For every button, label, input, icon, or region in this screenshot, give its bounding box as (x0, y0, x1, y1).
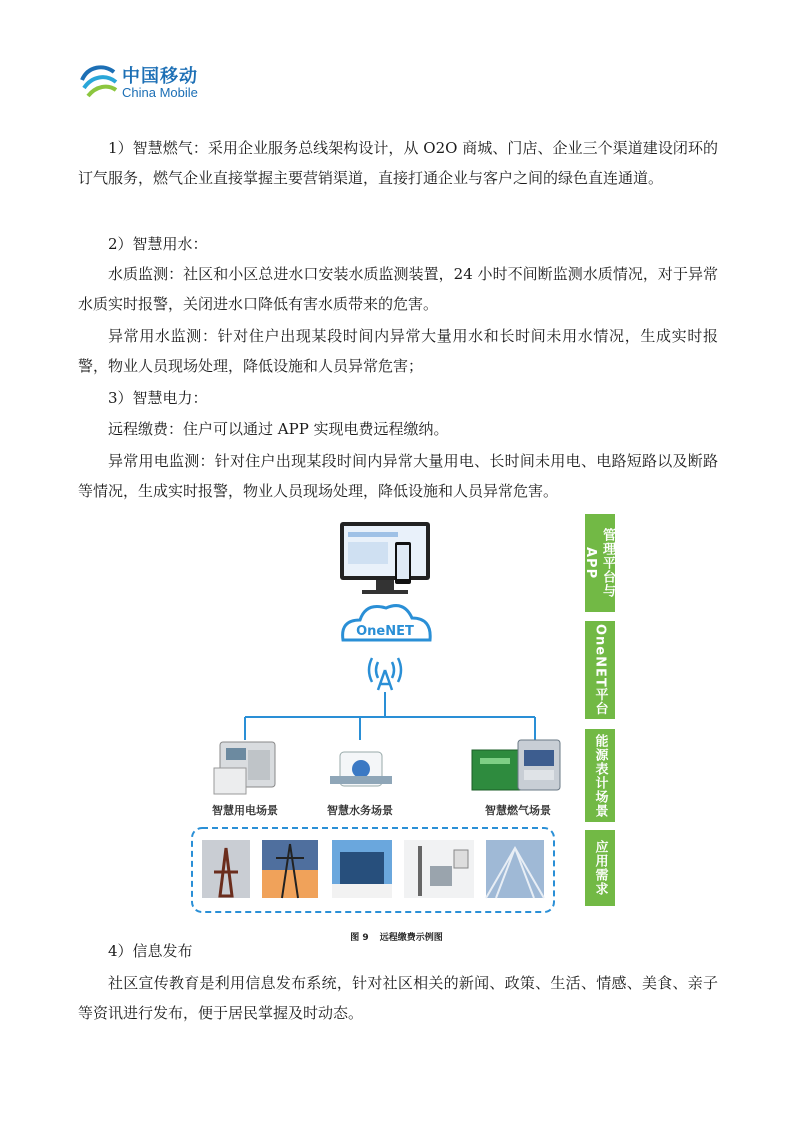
application-photo-powerline (262, 840, 318, 898)
side-label-onenet: OneNET平台 (585, 621, 615, 719)
paragraph-water-quality: 水质监测：社区和小区总进水口安装水质监测装置，24 小时不间断监测水质情况，对于异常水质实时报警，关闭进水口降低有害水质带来的危害。 (78, 265, 718, 313)
side-label-application: 应用需求 (585, 830, 615, 906)
paragraph-remote-payment: 远程缴费：住户可以通过 APP 实现电费远程缴纳。 (108, 420, 449, 438)
paragraph-info-release-heading: 4）信息发布 (108, 942, 193, 960)
china-mobile-logo-icon (78, 58, 120, 100)
caption-number: 图 9 (350, 933, 369, 943)
cloud-label: OneNET (356, 624, 414, 639)
scene-label-water: 智慧水务场景 (327, 804, 393, 817)
connection-lines (245, 692, 535, 740)
application-photo-building (332, 840, 392, 898)
gas-meter-icon (472, 740, 560, 790)
antenna-icon (369, 658, 401, 690)
paragraph-abnormal-water: 异常用水监测：针对住户出现某段时间内异常大量用水和长时间未用水情况，生成实时报警，物业人员现场处理，降低设施和人员异常危害； (78, 327, 718, 375)
scene-label-gas: 智慧燃气场景 (485, 804, 551, 817)
remote-payment-diagram (190, 512, 615, 917)
computer-monitor-icon (340, 522, 430, 594)
caption-text: 远程缴费示例图 (379, 933, 443, 943)
paragraph-smart-power-heading: 3）智慧电力： (108, 389, 208, 407)
paragraph-smart-gas: 1）智慧燃气：采用企业服务总线架构设计，从 O2O 商城、门店、企业三个渠道建设闭环的订气服务，燃气企业直接掌握主要营销渠道，直接打通企业与客户之间的绿色直连通道。 (78, 139, 718, 187)
paragraph-smart-water-heading: 2）智慧用水： (108, 235, 208, 253)
side-label-meters: 能源表计场景 (585, 729, 615, 822)
electricity-meter-icon (214, 742, 275, 794)
paragraph-abnormal-power: 异常用电监测：针对住户出现某段时间内异常大量用电、长时间未用电、电路短路以及断路等情况，生成实时报警，物业人员现场处理，降低设施和人员异常危害。 (78, 452, 718, 500)
paragraph-community-education: 社区宣传教育是利用信息发布系统，针对社区相关的新闻、政策、生活、情感、美食、亲子等资讯进行发布，便于居民掌握及时动态。 (78, 974, 718, 1022)
application-photo-gas-pipe (404, 840, 474, 898)
application-photo-tower (202, 840, 250, 898)
china-mobile-logo (78, 58, 208, 104)
logo-text-cn: 中国移动 (122, 66, 198, 87)
water-meter-icon (330, 752, 392, 786)
application-photo-skyscrapers (486, 840, 544, 898)
logo-text-en: China Mobile (122, 85, 198, 100)
side-label-management: 管理平台与APP (585, 514, 615, 612)
scene-label-power: 智慧用电场景 (212, 804, 278, 817)
